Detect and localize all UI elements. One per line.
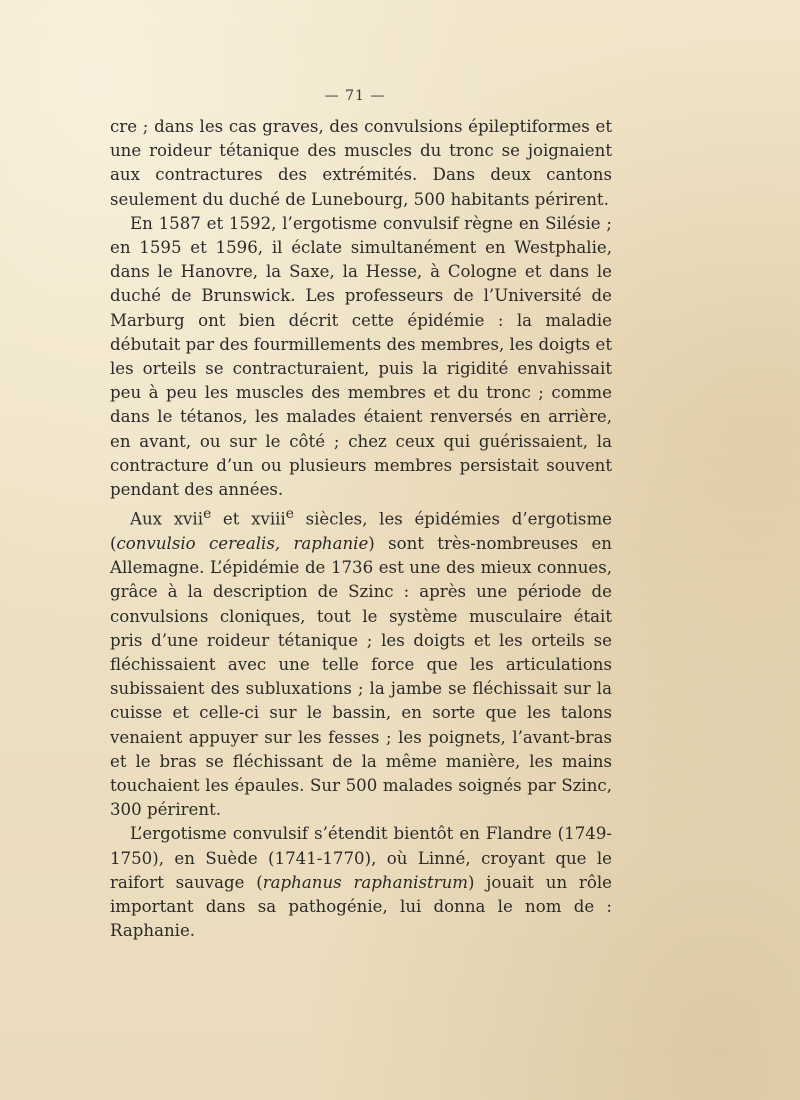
paragraph-4: [110, 822, 612, 943]
paragraph-4-text-a: L’ergotisme convulsif s’étendit bientôt en Flandre (1749-1750), en Suède (1741-1770), où Linné, croyant que le raifort sauvage (: [110, 824, 612, 892]
page-number: — 71 —: [324, 88, 386, 104]
century-superscript-2: e: [285, 506, 294, 523]
paragraph-3-text-c: siècles, les épidémies d’ergotisme (: [110, 509, 612, 553]
paragraph-3-text-b: et xviii: [211, 509, 286, 529]
century-superscript-1: e: [203, 506, 212, 523]
paragraph-3: [110, 502, 612, 822]
paragraph-3-text-d: ) sont très-nombreuses en Allemagne. L’épidémie de 1736 est une des mieux connues, grâce à la description de Szinc : après une période de convulsions cloniques, tout le système musculaire était pris d’une roideur tétanique ; les doigts et les orteils se fléchissaient avec une telle force que les articulations subissaient des subluxations ; la jambe se fléchissait sur la cuisse et celle-ci sur le bassin, en sorte que les talons venaient appuyer sur les fesses ; les poignets, l’avant-bras et le bras se fléchissant de la même manière, les mains touchaient les épaules. Sur 500 malades soignés par Szinc, 300 périrent.: [110, 533, 612, 820]
paragraph-3-italic: convulsio cerealis, raphanie: [116, 533, 369, 553]
paragraph-1: cre ; dans les cas graves, des convulsions épileptiformes et une roideur tétanique des muscles du tronc se joignaient aux contractures des extrémités. Dans deux cantons seulement du duché de Lunebourg, 500 habitants périrent.: [110, 117, 612, 209]
body-text: [110, 115, 612, 943]
paragraph-2: En 1587 et 1592, l’ergotisme convulsif règne en Silésie ; en 1595 et 1596, il éclate simultanément en Westphalie, dans le Hanovre, la Saxe, la Hesse, à Cologne et dans le duché de Brunswick. Les professeurs de l’Université de Marburg ont bien décrit cette épidémie : la maladie débutait par des fourmillements des membres, les doigts et les orteils se contracturaient, puis la rigidité envahissait peu à peu les muscles des membres et du tronc ; comme dans le tétanos, les malades étaient renversés en arrière, en avant, ou sur le côté ; chez ceux qui guérissaient, la contracture d’un ou plusieurs membres persistait souvent pendant des années.: [110, 213, 612, 500]
paragraph-3-text-a: Aux xvii: [130, 509, 204, 529]
paragraph-4-text-b: ) jouait un rôle important dans sa pathogénie, lui donna le nom de : Raphanie.: [110, 872, 612, 941]
paragraph-4-italic: raphanus raphanistrum: [262, 872, 469, 892]
